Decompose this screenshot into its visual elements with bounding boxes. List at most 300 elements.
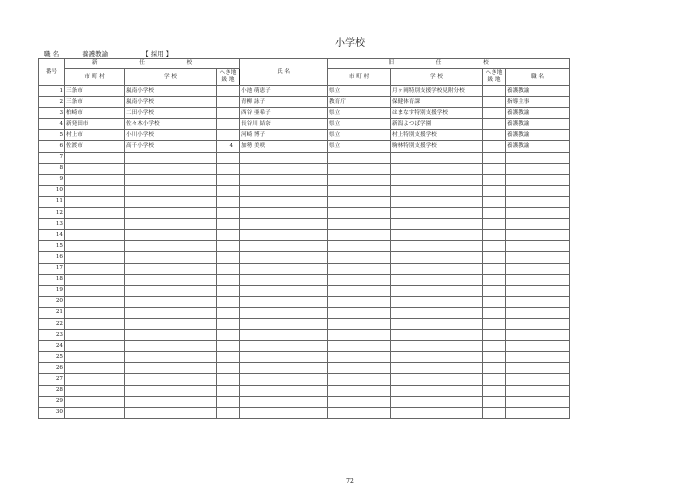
row-number: 18 bbox=[39, 274, 65, 285]
row-number: 10 bbox=[39, 185, 65, 196]
new-remote-cell bbox=[217, 174, 240, 185]
old-school-cell: 村上特別支援学校 bbox=[391, 130, 483, 141]
new-school-cell bbox=[125, 296, 217, 307]
old-remote-cell bbox=[483, 119, 506, 130]
row-number: 19 bbox=[39, 285, 65, 296]
name-cell bbox=[240, 174, 328, 185]
table-row bbox=[39, 119, 570, 130]
new-city-cell bbox=[65, 330, 125, 341]
row-number: 17 bbox=[39, 263, 65, 274]
old-remote-cell bbox=[483, 230, 506, 241]
new-city-cell bbox=[65, 352, 125, 363]
old-school-cell bbox=[391, 174, 483, 185]
new-remote-cell bbox=[217, 263, 240, 274]
post-cell bbox=[506, 152, 570, 163]
old-city-cell bbox=[328, 385, 391, 396]
post-cell bbox=[506, 263, 570, 274]
old-city-cell bbox=[328, 318, 391, 329]
job-value: 養護教諭 bbox=[82, 50, 109, 58]
old-remote-cell bbox=[483, 263, 506, 274]
new-city-cell bbox=[65, 163, 125, 174]
new-school-cell bbox=[125, 230, 217, 241]
table-row bbox=[39, 219, 570, 230]
old-school-cell bbox=[391, 152, 483, 163]
row-number: 4 bbox=[39, 119, 65, 130]
post-cell bbox=[506, 230, 570, 241]
old-remote-cell bbox=[483, 318, 506, 329]
new-school-cell bbox=[125, 263, 217, 274]
new-school-cell bbox=[125, 208, 217, 219]
table-row bbox=[39, 363, 570, 374]
post-cell bbox=[506, 396, 570, 407]
new-school-cell: 嵐南小学校 bbox=[125, 97, 217, 108]
new-city-cell: 三条市 bbox=[65, 97, 125, 108]
old-city-cell: 県立 bbox=[328, 108, 391, 119]
header-old-post: 職 名 bbox=[506, 69, 570, 86]
old-city-cell bbox=[328, 352, 391, 363]
row-number: 1 bbox=[39, 86, 65, 97]
new-city-cell bbox=[65, 374, 125, 385]
name-cell: 青柳 詠子 bbox=[240, 97, 328, 108]
old-remote-cell bbox=[483, 330, 506, 341]
new-school-cell bbox=[125, 341, 217, 352]
post-cell bbox=[506, 330, 570, 341]
row-number: 29 bbox=[39, 396, 65, 407]
post-cell bbox=[506, 407, 570, 418]
post-cell: 養護教諭 bbox=[506, 86, 570, 97]
old-city-cell bbox=[328, 263, 391, 274]
new-remote-cell bbox=[217, 230, 240, 241]
page-number: 72 bbox=[346, 478, 354, 485]
post-cell: 指導主事 bbox=[506, 97, 570, 108]
old-school-cell: 新潟よつば学園 bbox=[391, 119, 483, 130]
old-city-cell bbox=[328, 208, 391, 219]
new-school-cell: 高千小学校 bbox=[125, 141, 217, 152]
row-number: 24 bbox=[39, 341, 65, 352]
old-school-cell bbox=[391, 330, 483, 341]
post-cell: 養護教諭 bbox=[506, 130, 570, 141]
name-cell: 加勢 美咲 bbox=[240, 141, 328, 152]
old-remote-cell bbox=[483, 352, 506, 363]
table-row bbox=[39, 263, 570, 274]
table-row bbox=[39, 108, 570, 119]
name-cell bbox=[240, 352, 328, 363]
new-city-cell bbox=[65, 363, 125, 374]
post-cell bbox=[506, 196, 570, 207]
new-remote-cell bbox=[217, 296, 240, 307]
row-number: 8 bbox=[39, 163, 65, 174]
row-number: 11 bbox=[39, 196, 65, 207]
old-school-cell: 駒林特別支援学校 bbox=[391, 141, 483, 152]
new-city-cell: 佐渡市 bbox=[65, 141, 125, 152]
old-remote-cell bbox=[483, 307, 506, 318]
row-number: 16 bbox=[39, 252, 65, 263]
post-cell: 養護教諭 bbox=[506, 108, 570, 119]
post-cell bbox=[506, 241, 570, 252]
new-remote-cell bbox=[217, 274, 240, 285]
new-remote-cell bbox=[217, 219, 240, 230]
old-school-cell bbox=[391, 341, 483, 352]
old-remote-cell bbox=[483, 363, 506, 374]
old-remote-cell bbox=[483, 130, 506, 141]
header-old-school: 学 校 bbox=[391, 69, 483, 86]
new-remote-cell bbox=[217, 363, 240, 374]
new-remote-cell bbox=[217, 97, 240, 108]
row-number: 2 bbox=[39, 97, 65, 108]
old-city-cell bbox=[328, 219, 391, 230]
table-row bbox=[39, 374, 570, 385]
new-remote-cell bbox=[217, 341, 240, 352]
row-number: 20 bbox=[39, 296, 65, 307]
new-school-cell bbox=[125, 152, 217, 163]
old-school-cell bbox=[391, 285, 483, 296]
row-number: 13 bbox=[39, 219, 65, 230]
table-row bbox=[39, 318, 570, 329]
new-school-cell bbox=[125, 363, 217, 374]
post-cell bbox=[506, 285, 570, 296]
row-number: 6 bbox=[39, 141, 65, 152]
new-city-cell bbox=[65, 307, 125, 318]
name-cell bbox=[240, 208, 328, 219]
old-city-cell bbox=[328, 274, 391, 285]
new-city-cell bbox=[65, 208, 125, 219]
old-city-cell bbox=[328, 374, 391, 385]
row-number: 26 bbox=[39, 363, 65, 374]
header-new-city: 市 町 村 bbox=[65, 69, 125, 86]
old-remote-cell bbox=[483, 208, 506, 219]
new-school-cell: 二田小学校 bbox=[125, 108, 217, 119]
name-cell bbox=[240, 318, 328, 329]
name-cell bbox=[240, 274, 328, 285]
old-city-cell bbox=[328, 363, 391, 374]
old-remote-cell bbox=[483, 141, 506, 152]
table-row bbox=[39, 341, 570, 352]
table-row bbox=[39, 230, 570, 241]
name-cell: 小池 萌恵子 bbox=[240, 86, 328, 97]
old-remote-cell bbox=[483, 407, 506, 418]
name-cell bbox=[240, 385, 328, 396]
post-cell bbox=[506, 274, 570, 285]
post-cell bbox=[506, 219, 570, 230]
category-label: 【 採用 】 bbox=[142, 50, 173, 58]
row-number: 28 bbox=[39, 385, 65, 396]
row-number: 21 bbox=[39, 307, 65, 318]
row-number: 3 bbox=[39, 108, 65, 119]
old-city-cell bbox=[328, 341, 391, 352]
new-remote-cell bbox=[217, 385, 240, 396]
old-school-cell bbox=[391, 196, 483, 207]
old-school-cell: 保健体育課 bbox=[391, 97, 483, 108]
old-remote-cell bbox=[483, 274, 506, 285]
old-remote-cell bbox=[483, 163, 506, 174]
old-school-cell bbox=[391, 208, 483, 219]
row-number: 25 bbox=[39, 352, 65, 363]
new-school-cell bbox=[125, 352, 217, 363]
table-row bbox=[39, 385, 570, 396]
table-row bbox=[39, 352, 570, 363]
new-school-cell bbox=[125, 219, 217, 230]
new-remote-cell bbox=[217, 185, 240, 196]
old-city-cell: 教育庁 bbox=[328, 97, 391, 108]
old-school-cell bbox=[391, 407, 483, 418]
post-cell bbox=[506, 374, 570, 385]
old-city-cell bbox=[328, 196, 391, 207]
name-cell bbox=[240, 263, 328, 274]
table-row bbox=[39, 252, 570, 263]
old-city-cell bbox=[328, 330, 391, 341]
new-city-cell bbox=[65, 152, 125, 163]
header-new-remote: へき地 級 地 bbox=[217, 69, 240, 86]
name-cell: 河崎 博子 bbox=[240, 130, 328, 141]
new-school-cell: 小川小学校 bbox=[125, 130, 217, 141]
new-school-cell bbox=[125, 274, 217, 285]
old-remote-cell bbox=[483, 97, 506, 108]
old-school-cell bbox=[391, 252, 483, 263]
post-cell: 養護教諭 bbox=[506, 141, 570, 152]
old-remote-cell bbox=[483, 108, 506, 119]
new-city-cell bbox=[65, 185, 125, 196]
new-city-cell bbox=[65, 241, 125, 252]
old-remote-cell bbox=[483, 196, 506, 207]
new-school-cell bbox=[125, 196, 217, 207]
header-old-city: 市 町 村 bbox=[328, 69, 391, 86]
old-city-cell bbox=[328, 285, 391, 296]
new-city-cell: 柏崎市 bbox=[65, 108, 125, 119]
row-number: 30 bbox=[39, 407, 65, 418]
table-row bbox=[39, 86, 570, 97]
new-school-cell bbox=[125, 174, 217, 185]
new-school-cell bbox=[125, 318, 217, 329]
new-city-cell bbox=[65, 263, 125, 274]
name-cell bbox=[240, 152, 328, 163]
post-cell bbox=[506, 174, 570, 185]
new-school-cell bbox=[125, 163, 217, 174]
old-city-cell: 県立 bbox=[328, 130, 391, 141]
old-city-cell bbox=[328, 307, 391, 318]
old-city-cell bbox=[328, 296, 391, 307]
name-cell bbox=[240, 363, 328, 374]
old-school-cell bbox=[391, 363, 483, 374]
name-cell bbox=[240, 341, 328, 352]
row-number: 14 bbox=[39, 230, 65, 241]
name-cell bbox=[240, 163, 328, 174]
new-school-cell bbox=[125, 330, 217, 341]
new-remote-cell bbox=[217, 108, 240, 119]
table-row bbox=[39, 130, 570, 141]
name-cell bbox=[240, 285, 328, 296]
post-cell bbox=[506, 252, 570, 263]
new-school-cell bbox=[125, 385, 217, 396]
table-row bbox=[39, 196, 570, 207]
old-city-cell bbox=[328, 230, 391, 241]
old-school-cell bbox=[391, 385, 483, 396]
table-row bbox=[39, 241, 570, 252]
name-cell bbox=[240, 330, 328, 341]
old-remote-cell bbox=[483, 296, 506, 307]
post-cell bbox=[506, 318, 570, 329]
new-remote-cell bbox=[217, 163, 240, 174]
table-row bbox=[39, 185, 570, 196]
old-remote-cell bbox=[483, 374, 506, 385]
new-city-cell bbox=[65, 219, 125, 230]
old-school-cell bbox=[391, 230, 483, 241]
row-number: 22 bbox=[39, 318, 65, 329]
new-school-cell bbox=[125, 307, 217, 318]
old-remote-cell bbox=[483, 241, 506, 252]
new-school-cell bbox=[125, 252, 217, 263]
new-remote-cell bbox=[217, 285, 240, 296]
new-city-cell bbox=[65, 296, 125, 307]
new-city-cell bbox=[65, 174, 125, 185]
name-cell bbox=[240, 241, 328, 252]
old-school-cell bbox=[391, 307, 483, 318]
row-number: 15 bbox=[39, 241, 65, 252]
post-cell bbox=[506, 185, 570, 196]
row-number: 7 bbox=[39, 152, 65, 163]
table-row bbox=[39, 141, 570, 152]
table-row bbox=[39, 396, 570, 407]
table-row bbox=[39, 97, 570, 108]
new-school-cell bbox=[125, 396, 217, 407]
table-row bbox=[39, 330, 570, 341]
post-cell bbox=[506, 341, 570, 352]
new-city-cell bbox=[65, 196, 125, 207]
new-city-cell: 新発田市 bbox=[65, 119, 125, 130]
old-school-cell bbox=[391, 396, 483, 407]
row-number: 12 bbox=[39, 208, 65, 219]
old-school-cell bbox=[391, 352, 483, 363]
old-school-cell bbox=[391, 263, 483, 274]
post-cell bbox=[506, 208, 570, 219]
name-cell bbox=[240, 185, 328, 196]
old-remote-cell bbox=[483, 252, 506, 263]
new-city-cell bbox=[65, 385, 125, 396]
new-city-cell bbox=[65, 285, 125, 296]
post-cell bbox=[506, 363, 570, 374]
new-remote-cell bbox=[217, 407, 240, 418]
table-row bbox=[39, 163, 570, 174]
new-city-cell bbox=[65, 230, 125, 241]
job-label: 職 名 bbox=[44, 50, 60, 58]
row-number: 5 bbox=[39, 130, 65, 141]
table-row bbox=[39, 407, 570, 418]
roster-table bbox=[38, 58, 570, 419]
new-remote-cell bbox=[217, 374, 240, 385]
meta-line bbox=[44, 49, 172, 58]
new-remote-cell bbox=[217, 86, 240, 97]
old-city-cell bbox=[328, 174, 391, 185]
post-cell: 養護教諭 bbox=[506, 119, 570, 130]
new-city-cell bbox=[65, 396, 125, 407]
old-city-cell bbox=[328, 407, 391, 418]
old-city-cell bbox=[328, 152, 391, 163]
header-new-school: 学 校 bbox=[125, 69, 217, 86]
new-city-cell bbox=[65, 252, 125, 263]
name-cell: 西谷 亜希子 bbox=[240, 108, 328, 119]
old-city-cell: 県立 bbox=[328, 86, 391, 97]
old-remote-cell bbox=[483, 185, 506, 196]
old-remote-cell bbox=[483, 152, 506, 163]
new-remote-cell bbox=[217, 130, 240, 141]
row-number: 27 bbox=[39, 374, 65, 385]
old-remote-cell bbox=[483, 174, 506, 185]
new-remote-cell bbox=[217, 307, 240, 318]
name-cell bbox=[240, 407, 328, 418]
post-cell bbox=[506, 296, 570, 307]
old-school-cell: はまなす特別支援学校 bbox=[391, 108, 483, 119]
old-school-cell bbox=[391, 185, 483, 196]
header-name: 氏 名 bbox=[240, 59, 328, 86]
name-cell bbox=[240, 230, 328, 241]
old-city-cell bbox=[328, 252, 391, 263]
table-row bbox=[39, 174, 570, 185]
old-city-cell: 県立 bbox=[328, 119, 391, 130]
name-cell: 長谷川 結奈 bbox=[240, 119, 328, 130]
new-school-cell bbox=[125, 241, 217, 252]
old-city-cell: 県立 bbox=[328, 141, 391, 152]
table-row bbox=[39, 285, 570, 296]
new-remote-cell: 4 bbox=[217, 141, 240, 152]
new-school-cell bbox=[125, 285, 217, 296]
new-remote-cell bbox=[217, 208, 240, 219]
new-remote-cell bbox=[217, 241, 240, 252]
old-remote-cell bbox=[483, 285, 506, 296]
new-remote-cell bbox=[217, 152, 240, 163]
header-old-group: 旧 任 校 bbox=[328, 59, 570, 69]
name-cell bbox=[240, 374, 328, 385]
table-row bbox=[39, 296, 570, 307]
table-row bbox=[39, 274, 570, 285]
old-city-cell bbox=[328, 241, 391, 252]
name-cell bbox=[240, 307, 328, 318]
new-school-cell bbox=[125, 185, 217, 196]
old-city-cell bbox=[328, 163, 391, 174]
name-cell bbox=[240, 252, 328, 263]
page-title: 小学校 bbox=[335, 38, 365, 49]
old-school-cell: 月ヶ岡特別支援学校見附分校 bbox=[391, 86, 483, 97]
new-school-cell bbox=[125, 374, 217, 385]
old-remote-cell bbox=[483, 396, 506, 407]
new-city-cell bbox=[65, 274, 125, 285]
new-city-cell bbox=[65, 341, 125, 352]
post-cell bbox=[506, 385, 570, 396]
header-new-group: 新 任 校 bbox=[65, 59, 240, 69]
new-city-cell bbox=[65, 318, 125, 329]
header-no: 番号 bbox=[39, 59, 65, 86]
old-school-cell bbox=[391, 374, 483, 385]
row-number: 23 bbox=[39, 330, 65, 341]
old-remote-cell bbox=[483, 385, 506, 396]
new-remote-cell bbox=[217, 396, 240, 407]
new-city-cell bbox=[65, 407, 125, 418]
new-school-cell bbox=[125, 407, 217, 418]
new-remote-cell bbox=[217, 352, 240, 363]
old-remote-cell bbox=[483, 341, 506, 352]
new-remote-cell bbox=[217, 119, 240, 130]
old-school-cell bbox=[391, 219, 483, 230]
new-city-cell: 三条市 bbox=[65, 86, 125, 97]
name-cell bbox=[240, 196, 328, 207]
new-school-cell: 嵐南小学校 bbox=[125, 86, 217, 97]
old-school-cell bbox=[391, 274, 483, 285]
old-school-cell bbox=[391, 163, 483, 174]
old-city-cell bbox=[328, 185, 391, 196]
name-cell bbox=[240, 296, 328, 307]
new-remote-cell bbox=[217, 318, 240, 329]
new-remote-cell bbox=[217, 252, 240, 263]
new-remote-cell bbox=[217, 330, 240, 341]
post-cell bbox=[506, 307, 570, 318]
